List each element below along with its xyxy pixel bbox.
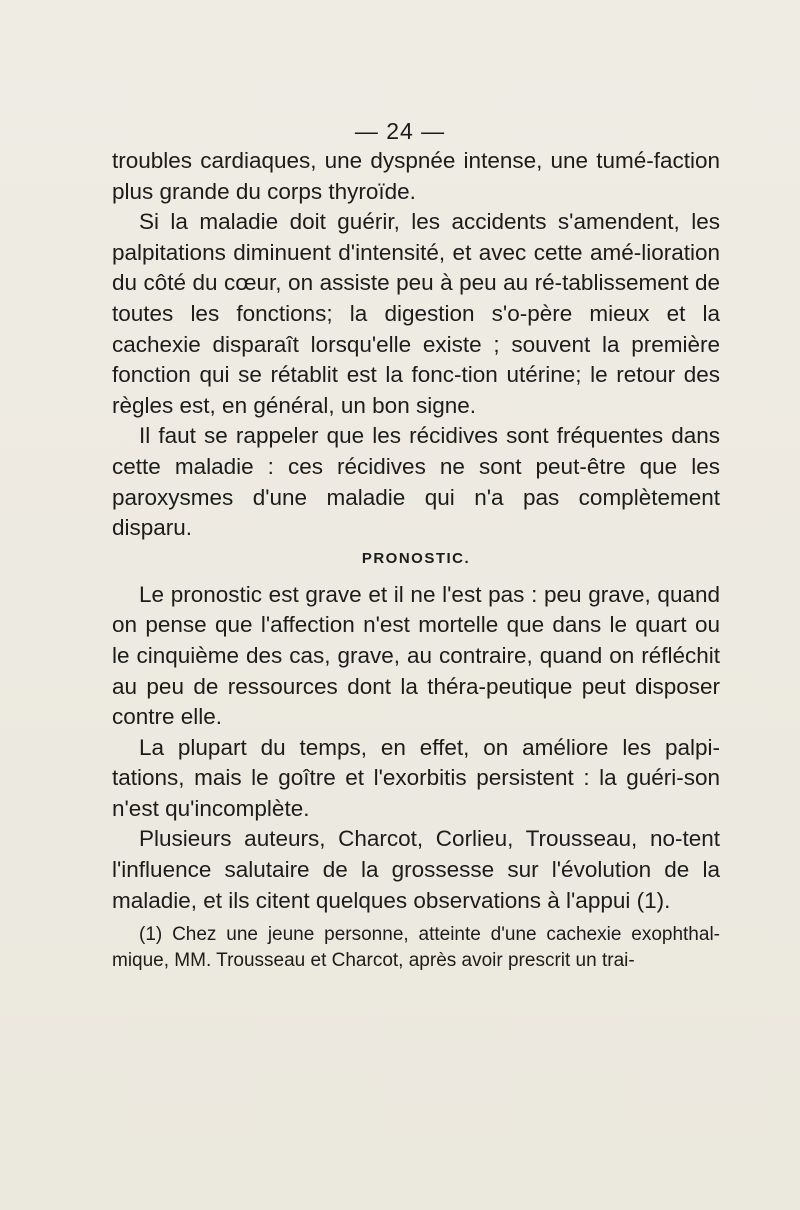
page-number: — 24 — (354, 118, 446, 144)
paragraph-prognosis: Le pronostic est grave et il ne l'est pas : peu grave, quand on pense que l'affection n'est mortelle que dans le quart ou le cinquième des cas, grave, au contraire, quand on réfléchit au peu de ressources dont la théra-peutique peut disposer contre elle. (112, 581, 720, 730)
paragraph-recurrence: Il faut se rappeler que les récidives sont fréquentes dans cette maladie : ces récidives ne sont peut-être que les paroxysmes d'une maladie qui n'a pas complètement disparu. (112, 423, 720, 541)
paragraph-recovery: Si la maladie doit guérir, les accidents s'amendent, les palpitations diminuent d'intensité, et avec cette amé-lioration du côté du cœur, on assiste peu à peu au ré-tablissement de toutes les fonctions; la digestion s'o-père mieux et la cachexie disparaît lorsqu'elle existe ; souvent la première fonction qui se rétablit est la fonc-tion utérine; le retour des règles est, en général, un bon signe. (112, 209, 720, 418)
body-text (112, 146, 720, 974)
section-heading-pronostic: PRONOSTIC. (361, 549, 471, 567)
footnote: (1) Chez une jeune personne, atteinte d'une cachexie exophthal-mique, MM. Trousseau et Charcot, après avoir prescrit un trai- (112, 924, 720, 972)
paragraph-authors: Plusieurs auteurs, Charcot, Corlieu, Trousseau, no-tent l'influence salutaire de la grossesse sur l'évolution de la maladie, et ils citent quelques observations à l'appui (1). (112, 826, 720, 913)
paragraph-continuation: troubles cardiaques, une dyspnée intense, une tumé-faction plus grande du corps thyroïde. (112, 148, 720, 204)
paragraph-improvement: La plupart du temps, en effet, on améliore les palpi-tations, mais le goître et l'exorbitis persistent : la guéri-son n'est qu'incomplète. (112, 734, 720, 821)
